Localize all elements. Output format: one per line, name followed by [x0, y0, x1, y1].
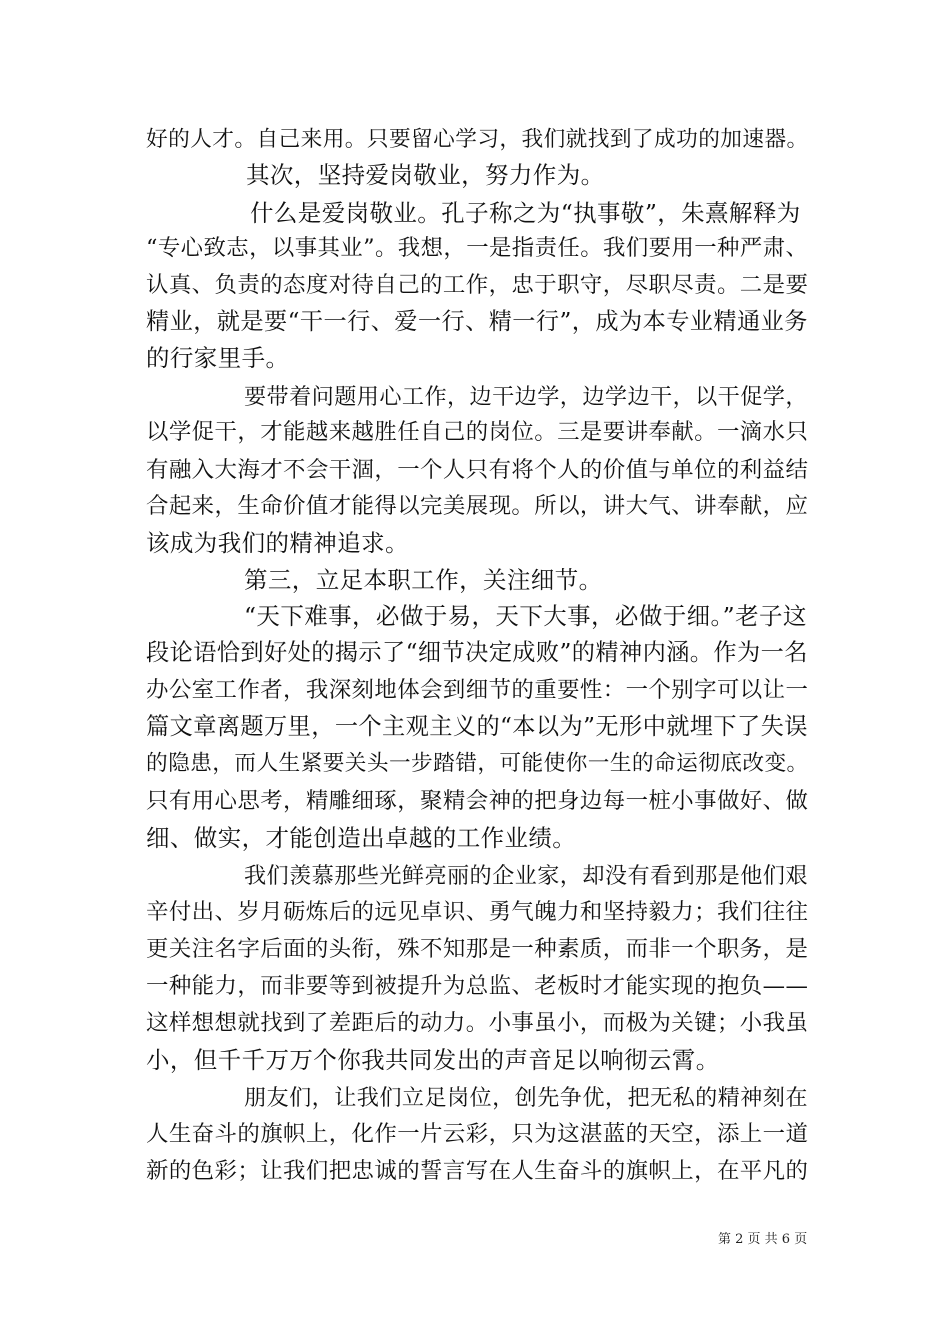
text-line: 篇文章离题万里，一个主观主义的“本以为”无形中就埋下了失误	[146, 713, 808, 740]
text-line: 什么是爱岗敬业。孔子称之为“执事敬”，朱熹解释为	[250, 199, 801, 227]
text-line: 一种能力，而非要等到被提升为总监、老板时才能实现的抱负——	[146, 973, 809, 999]
text-line: “专心致志，以事其业”。我想，一是指责任。我们要用一种严肃、	[146, 235, 809, 261]
text-line: 朋友们，让我们立足岗位，创先争优，把无私的精神刻在	[244, 1085, 808, 1111]
text-line: 段论语恰到好处的揭示了“细节决定成败”的精神内涵。作为一名	[146, 639, 808, 666]
text-line: 的行家里手。	[146, 344, 290, 372]
text-line: 更关注名字后面的头衔，殊不知那是一种素质，而非一个职务，是	[146, 936, 809, 962]
text-line: 要带着问题用心工作，边干边学，边学边干，以干促学，	[244, 384, 808, 410]
page-number-footer: 第 2 页 共 6 页	[718, 1232, 808, 1247]
text-line: 新的色彩；让我们把忠诚的誓言写在人生奋斗的旗帜上，在平凡的	[146, 1158, 809, 1184]
text-line: 我们羡慕那些光鲜亮丽的企业家，却没有看到那是他们艰	[244, 863, 808, 889]
section-heading: 其次，坚持爱岗敬业，努力作为。	[246, 161, 605, 189]
text-line: 人生奋斗的旗帜上，化作一片云彩，只为这湛蓝的天空，添上一道	[146, 1121, 809, 1147]
text-line: 细、做实，才能创造出卓越的工作业绩。	[146, 824, 577, 852]
text-line: 好的人才。自己来用。只要留心学习，我们就找到了成功的加速器。	[146, 127, 809, 152]
text-line: 小，但千千万万个你我共同发出的声音足以响彻云霄。	[146, 1046, 720, 1074]
text-line: 该成为我们的精神追求。	[146, 529, 409, 557]
text-line: 这样想想就找到了差距后的动力。小事虽小，而极为关键；小我虽	[146, 1010, 809, 1036]
text-line: 认真、负责的态度对待自己的工作，忠于职守，尽职尽责。二是要	[146, 272, 809, 298]
text-line: 办公室工作者，我深刻地体会到细节的重要性：一个别字可以让一	[146, 677, 809, 703]
text-line: 合起来，生命价值才能得以完美展现。所以，讲大气、讲奉献，应	[146, 493, 809, 519]
text-line: 辛付出、岁月砺炼后的远见卓识、勇气魄力和坚持毅力；我们往往	[146, 899, 809, 925]
text-line: 有融入大海才不会干涸，一个人只有将个人的价值与单位的利益结	[146, 457, 809, 483]
text-line: 的隐患，而人生紧要关头一步踏错，可能使你一生的命运彻底改变。	[146, 751, 809, 776]
text-line: 只有用心思考，精雕细琢，聚精会神的把身边每一桩小事做好、做	[146, 788, 809, 814]
text-line: 精业，就是要“干一行、爱一行、精一行”，成为本专业精通业务	[146, 308, 808, 335]
text-line: “天下难事，必做于易，天下大事，必做于细。”老子这	[244, 602, 807, 630]
text-line: 以学促干，才能越来越胜任自己的岗位。三是要讲奉献。一滴水只	[146, 419, 809, 445]
section-heading: 第三，立足本职工作，关注细节。	[244, 566, 603, 594]
